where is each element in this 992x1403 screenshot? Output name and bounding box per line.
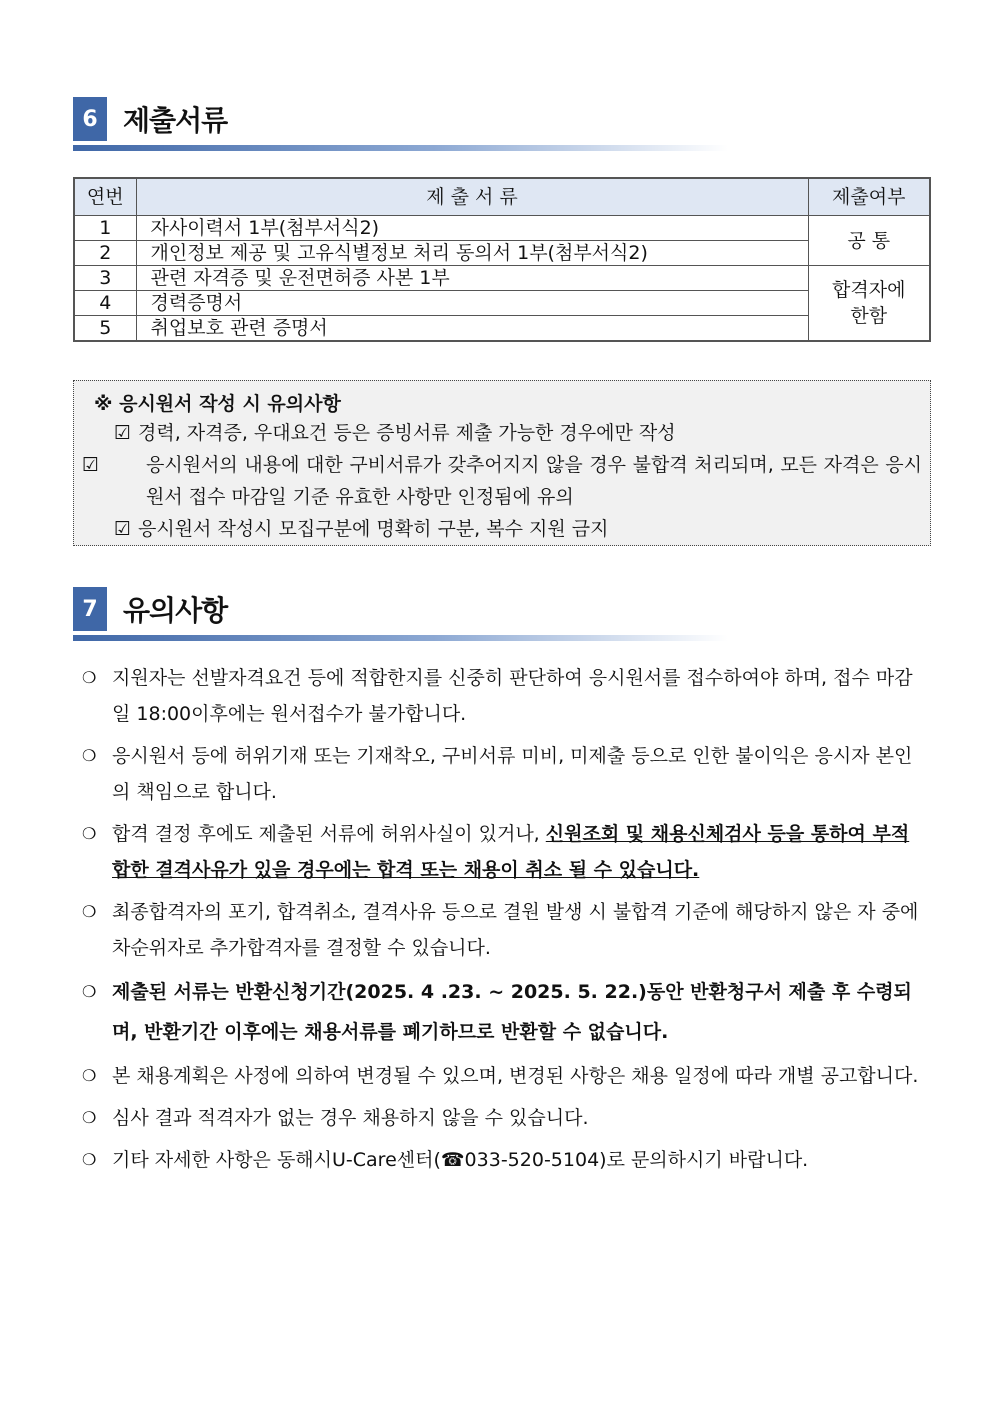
table-header-row (74, 178, 930, 216)
table-row (74, 216, 930, 241)
row-number: 3 (74, 266, 136, 291)
note-text: 지원자는 선발자격요건 등에 적합한지를 신중히 판단하여 응시원서를 접수하여야 하며, 접수 마감일 18:00이후에는 원서접수가 불가합니다. (112, 667, 913, 725)
notice-item (114, 513, 922, 545)
table-row (74, 241, 930, 266)
note-emphasis: 신원조회 및 채용신체검사 등을 통하여 부적합한 결격사유가 있을 경우에는 합격 또는 채용이 취소 될 수 있습니다. (112, 823, 910, 881)
list-item (80, 972, 922, 1052)
note-text: 기타 자세한 사항은 동해시U-Care센터(☎033-520-5104)로 문의하시기 바랍니다. (112, 1149, 809, 1171)
note-text: 최종합격자의 포기, 합격취소, 결격사유 등으로 결원 발생 시 불합격 기준에 해당하지 않은 자 중에 차순위자로 추가합격자를 결정할 수 있습니다. (112, 901, 919, 959)
section-6-header (73, 97, 733, 141)
header-document: 제 출 서 류 (136, 178, 808, 216)
documents-table (73, 177, 931, 342)
row-number: 5 (74, 316, 136, 342)
note-text: 제출된 서류는 반환신청기간(2025. 4 .23. ~ 2025. 5. 22.)동안 반환청구서 제출 후 수령되며, 반환기간 이후에는 채용서류를 폐기하므로 반환할 수 없습니다. (112, 981, 912, 1043)
circle-bullet-icon: ❍ (82, 1066, 97, 1085)
circle-bullet-icon: ❍ (82, 902, 97, 921)
circle-bullet-icon: ❍ (82, 982, 97, 1001)
row-document: 경력증명서 (136, 291, 808, 316)
section-number: 7 (73, 587, 107, 631)
checkbox-icon: ☑ (114, 422, 132, 444)
notice-box (73, 380, 931, 546)
header-no: 연번 (74, 178, 136, 216)
list-item (80, 1058, 922, 1094)
note-text: 심사 결과 적격자가 없는 경우 채용하지 않을 수 있습니다. (112, 1107, 589, 1129)
list-item (80, 816, 922, 888)
circle-bullet-icon: ❍ (82, 824, 97, 843)
notice-item (82, 449, 922, 513)
note-text: 본 채용계획은 사정에 의하여 변경될 수 있으며, 변경된 사항은 채용 일정에 따라 개별 공고합니다. (112, 1065, 919, 1087)
checkbox-icon: ☑ (114, 518, 132, 540)
circle-bullet-icon: ❍ (82, 1108, 97, 1127)
table-row (74, 266, 930, 291)
table-row (74, 291, 930, 316)
list-item (80, 660, 922, 732)
notice-item-text: 응시원서의 내용에 대한 구비서류가 갖추어지지 않을 경우 불합격 처리되며, 모든 자격은 응시원서 접수 마감일 기준 유효한 사항만 인정됨에 유의 (146, 454, 922, 508)
section-title: 유의사항 (123, 594, 228, 627)
submission-passed-only (808, 266, 930, 342)
circle-bullet-icon: ❍ (82, 1150, 97, 1169)
section-underline (73, 145, 728, 151)
list-item (80, 894, 922, 966)
row-document: 개인정보 제공 및 고유식별정보 처리 동의서 1부(첨부서식2) (136, 241, 808, 266)
notes-list (80, 660, 922, 1184)
notice-item (114, 417, 922, 449)
submission-passed-text: 합격자에 한함 (832, 279, 906, 327)
list-item (80, 1142, 922, 1178)
list-item (80, 1100, 922, 1136)
row-number: 4 (74, 291, 136, 316)
note-text: 응시원서 등에 허위기재 또는 기재착오, 구비서류 미비, 미제출 등으로 인한 불이익은 응시자 본인의 책임으로 합니다. (112, 745, 913, 803)
table-row (74, 316, 930, 342)
row-document: 자사이력서 1부(첨부서식2) (136, 216, 808, 241)
section-title: 제출서류 (123, 104, 228, 137)
circle-bullet-icon: ❍ (82, 668, 97, 687)
checkbox-icon: ☑ (82, 454, 100, 476)
notice-title: ※ 응시원서 작성 시 유의사항 (94, 393, 341, 415)
list-item (80, 738, 922, 810)
note-text: 합격 결정 후에도 제출된 서류에 허위사실이 있거나, (112, 823, 546, 845)
row-number: 1 (74, 216, 136, 241)
notice-item-text: 경력, 자격증, 우대요건 등은 증빙서류 제출 가능한 경우에만 작성 (138, 422, 676, 444)
section-7-header (73, 587, 733, 631)
row-document: 취업보호 관련 증명서 (136, 316, 808, 342)
notice-item-text: 응시원서 작성시 모집구분에 명확히 구분, 복수 지원 금지 (138, 518, 609, 540)
section-number: 6 (73, 97, 107, 141)
header-submission: 제출여부 (808, 178, 930, 216)
submission-common: 공 통 (808, 216, 930, 266)
row-number: 2 (74, 241, 136, 266)
circle-bullet-icon: ❍ (82, 746, 97, 765)
row-document: 관련 자격증 및 운전면허증 사본 1부 (136, 266, 808, 291)
section-underline (73, 635, 728, 641)
